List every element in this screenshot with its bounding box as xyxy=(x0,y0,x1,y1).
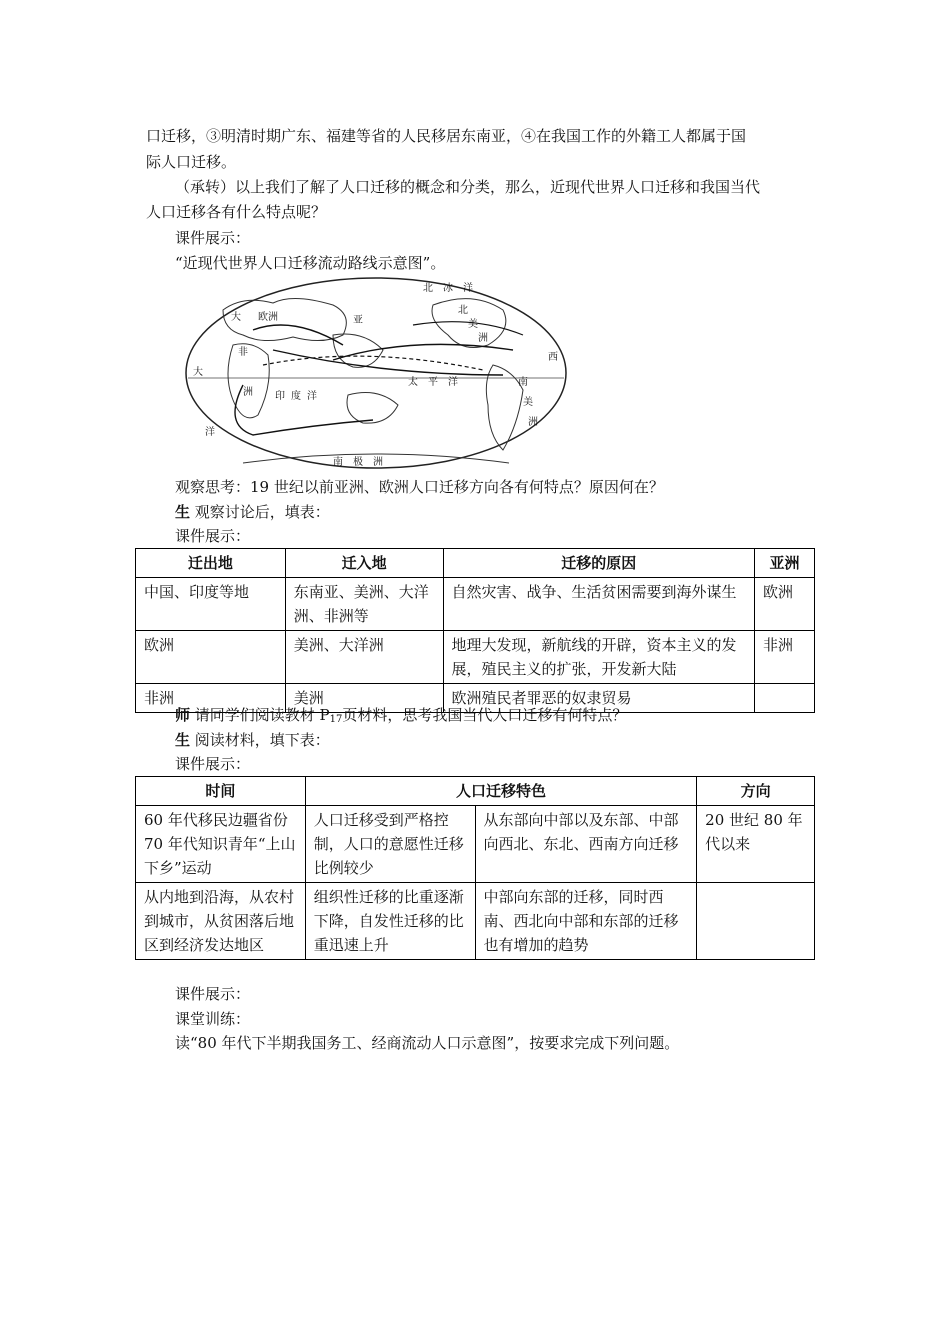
map-label: 印 xyxy=(275,391,285,402)
student-mark: 生 xyxy=(175,503,191,521)
student-mark: 生 xyxy=(175,731,191,749)
map-label: 亚 xyxy=(353,315,363,326)
page-subscript: 17 xyxy=(329,714,343,725)
table-cell: 美洲 xyxy=(285,684,443,713)
table-cell: 中部向东部的迁移，同时西南、西北向中部和东部的迁移也有增加的趋势 xyxy=(475,883,697,960)
table-cell: 20 世纪 80 年代以来 xyxy=(697,806,815,883)
map-label: 洲 xyxy=(373,457,383,468)
table-cell: 地理大发现，新航线的开辟，资本主义的发展，殖民主义的扩张，开发新大陆 xyxy=(443,631,754,684)
map-label: 非 xyxy=(238,347,248,358)
map-label: 洋 xyxy=(205,427,215,438)
table-header: 人口迁移特色 xyxy=(305,777,696,806)
table-header-row xyxy=(136,777,815,806)
paragraph-line: 人口迁移各有什么特点呢？ xyxy=(146,203,327,221)
student-text: 观察讨论后，填表： xyxy=(190,503,330,521)
observation-question: 观察思考：19 世纪以前亚洲、欧洲人口迁移方向各有何特点？原因何在？ xyxy=(175,478,664,496)
table-header: 迁移的原因 xyxy=(443,549,754,578)
table-cell: 从内地到沿海，从农村到城市，从贫困落后地区到经济发达地区 xyxy=(136,883,306,960)
migration-table-1 xyxy=(135,548,815,713)
table-cell: 人口迁移受到严格控制，人口的意愿性迁移比例较少 xyxy=(305,806,475,883)
table-row xyxy=(136,883,815,960)
map-label: 洋 xyxy=(463,283,473,294)
student-line xyxy=(175,500,330,524)
map-label: 洲 xyxy=(243,387,253,398)
table-cell: 非洲 xyxy=(136,684,286,713)
migration-table-2 xyxy=(135,776,815,960)
table-header: 时间 xyxy=(136,777,306,806)
table-cell: 60 年代移民边疆省份 70 年代知识青年“上山下乡”运动 xyxy=(136,806,306,883)
courseware-label: 课件展示： xyxy=(175,527,251,545)
map-label: 大 xyxy=(193,367,203,378)
teacher-text: 页材料，思考我国当代人口迁移有何特点？ xyxy=(342,706,628,724)
table-cell xyxy=(755,684,815,713)
table-header-row xyxy=(136,549,815,578)
map-label: 洲 xyxy=(528,417,538,428)
table-cell: 自然灾害、战争、生活贫困需要到海外谋生 xyxy=(443,578,754,631)
map-label: 大 xyxy=(231,312,241,323)
courseware-label: 课件展示： xyxy=(175,229,251,247)
table-cell: 欧洲 xyxy=(136,631,286,684)
map-label: 南 xyxy=(518,377,528,388)
courseware-label: 课件展示： xyxy=(175,985,251,1003)
map-label: 洲 xyxy=(478,333,488,344)
table-header: 方向 xyxy=(697,777,815,806)
map-label: 西 xyxy=(548,352,558,363)
map-label: 南 xyxy=(333,457,343,468)
table-cell: 欧洲殖民者罪恶的奴隶贸易 xyxy=(443,684,754,713)
map-label: 太 xyxy=(408,377,418,388)
table-row xyxy=(136,578,815,631)
paragraph-line: 际人口迁移。 xyxy=(146,153,237,171)
map-label: 极 xyxy=(353,457,363,468)
courseware-label: 课件展示： xyxy=(175,755,251,773)
classroom-training-label: 课堂训练： xyxy=(175,1010,251,1028)
map-label: 北 xyxy=(423,283,433,294)
table-cell: 非洲 xyxy=(755,631,815,684)
map-label: 美 xyxy=(468,319,478,330)
map-label: 洋 xyxy=(307,391,317,402)
table-cell: 欧洲 xyxy=(755,578,815,631)
table-header: 迁入地 xyxy=(285,549,443,578)
table-row xyxy=(136,806,815,883)
map-label: 美 xyxy=(523,397,533,408)
map-label: 洋 xyxy=(448,377,458,388)
table-cell: 美洲、大洋洲 xyxy=(285,631,443,684)
teacher-mark: 师 xyxy=(175,706,191,724)
map-label: 欧洲 xyxy=(258,312,278,323)
table-header: 迁出地 xyxy=(136,549,286,578)
student-text: 阅读材料，填下表： xyxy=(190,731,330,749)
map-label: 北 xyxy=(458,305,468,316)
table-header: 亚洲 xyxy=(755,549,815,578)
map-label: 冰 xyxy=(443,283,453,294)
map-label: 平 xyxy=(428,377,438,388)
teacher-line xyxy=(175,703,627,730)
map-label: 度 xyxy=(291,391,301,402)
paragraph-line: （承转）以上我们了解了人口迁移的概念和分类，那么，近现代世界人口迁移和我国当代 xyxy=(175,178,761,196)
teacher-text: 请同学们阅读教材 P xyxy=(190,706,330,724)
table-cell: 组织性迁移的比重逐渐下降，自发性迁移的比重迅速上升 xyxy=(305,883,475,960)
student-line xyxy=(175,728,330,752)
table-cell xyxy=(697,883,815,960)
table-row xyxy=(136,631,815,684)
world-migration-map xyxy=(183,275,569,471)
table-cell: 中国、印度等地 xyxy=(136,578,286,631)
table-cell: 东南亚、美洲、大洋洲、非洲等 xyxy=(285,578,443,631)
exercise-instruction: 读“80 年代下半期我国务工、经商流动人口示意图”，按要求完成下列问题。 xyxy=(175,1034,680,1052)
paragraph-line: 口迁移，③明清时期广东、福建等省的人民移居东南亚，④在我国工作的外籍工人都属于国 xyxy=(146,127,747,145)
table-cell: 从东部向中部以及东部、中部向西北、东北、西南方向迁移 xyxy=(475,806,697,883)
map-caption: “近现代世界人口迁移流动路线示意图”。 xyxy=(175,254,446,272)
